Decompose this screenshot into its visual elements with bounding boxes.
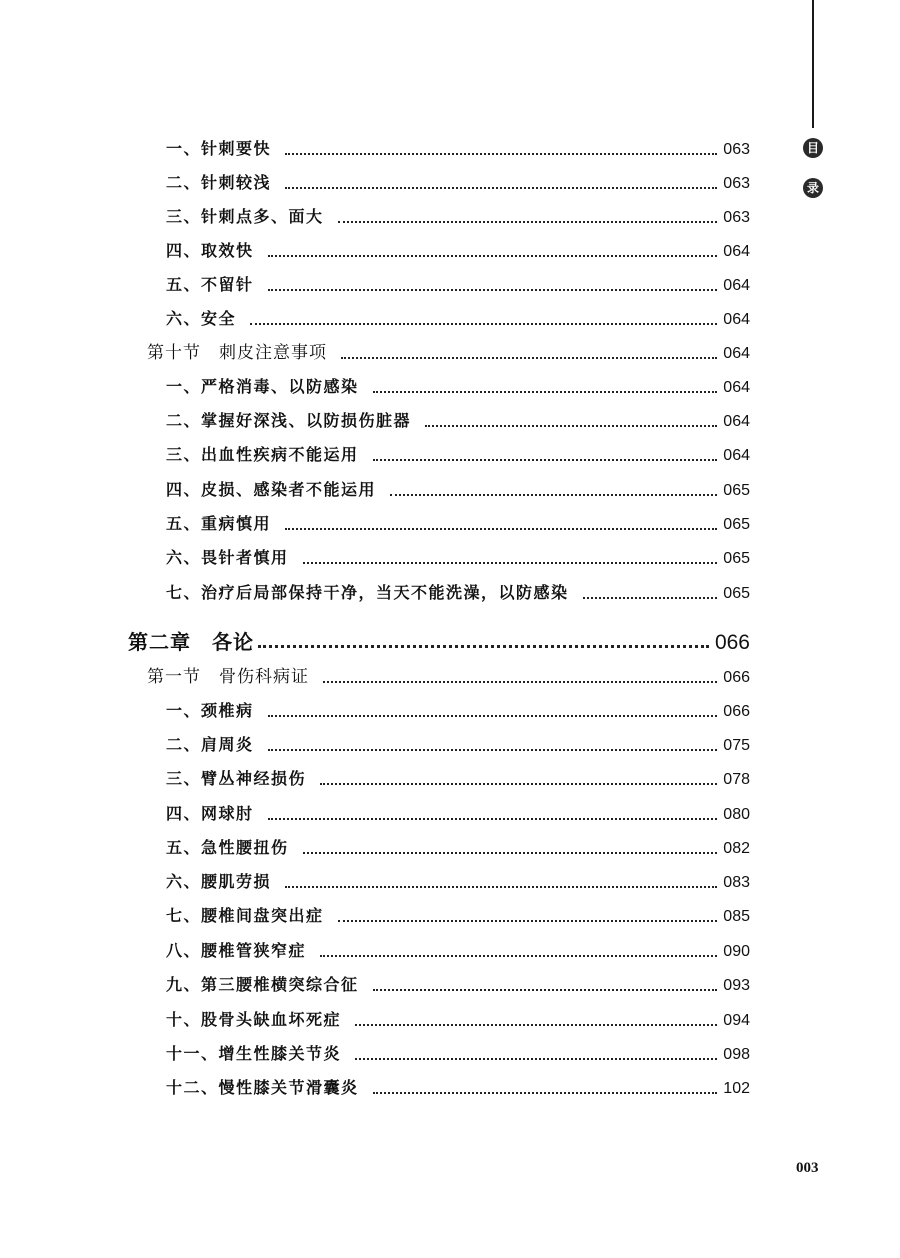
dot-leader [355,1023,717,1026]
toc-entry[interactable] [166,580,750,606]
dot-leader [250,322,717,325]
toc-entry[interactable] [166,306,750,332]
toc-entry-title: 六、安全 [166,309,237,328]
toc-entry-title: 四、皮损、感染者不能运用 [166,480,377,499]
dot-leader [285,885,717,888]
toc-entry-page: 082 [723,840,750,857]
toc-entry[interactable] [166,972,750,998]
toc-entry[interactable] [166,1041,750,1067]
dot-leader [285,527,717,530]
toc-entry-page: 066 [723,669,750,686]
toc-entry[interactable] [166,903,750,929]
toc-entry-title: 三、针刺点多、面大 [166,207,324,226]
dot-leader [258,644,709,648]
toc-entry-page: 066 [723,703,750,720]
toc-entry-page: 098 [723,1046,750,1063]
dot-leader [390,493,717,496]
dot-leader [268,817,718,820]
toc-entry[interactable] [166,766,750,792]
toc-entry-page: 064 [723,277,750,294]
toc-entry-page: 063 [723,209,750,226]
toc-entry-page: 064 [723,345,750,362]
page-number: 003 [796,1160,819,1176]
toc-entry[interactable] [166,801,750,827]
toc-entry-title: 五、不留针 [166,275,254,294]
dot-leader [425,424,717,427]
toc-entry[interactable] [166,1075,750,1101]
toc-section-title: 第一节 骨伤科病证 [147,667,309,687]
toc-entry-title: 一、颈椎病 [166,701,254,720]
margin-rule [812,0,814,128]
toc-entry[interactable] [166,170,750,196]
dot-leader [285,152,717,155]
toc-entry-title: 四、取效快 [166,241,254,260]
toc-entry-title: 九、第三腰椎横突综合征 [166,975,359,994]
dot-leader [338,919,718,922]
toc-entry-page: 093 [723,977,750,994]
toc-entry-title: 一、严格消毒、以防感染 [166,377,359,396]
toc-entry-page: 102 [723,1080,750,1097]
dot-leader [373,988,718,991]
toc-entry[interactable] [166,136,750,162]
dot-leader [303,561,718,564]
side-tab-mark: 录 [803,178,823,198]
toc-entry-title: 八、腰椎管狭窄症 [166,941,307,960]
toc-entry[interactable] [166,272,750,298]
toc-entry-page: 078 [723,771,750,788]
toc-entry-title: 六、腰肌劳损 [166,872,272,891]
toc-entry-page: 075 [723,737,750,754]
toc-entry[interactable] [166,477,750,503]
toc-entry-title: 十一、增生性膝关节炎 [166,1044,342,1063]
toc-entry-title: 十二、慢性膝关节滑囊炎 [166,1078,359,1097]
toc-entry[interactable] [166,698,750,724]
dot-leader [373,458,718,461]
dot-leader [373,390,718,393]
toc-entry-title: 二、肩周炎 [166,735,254,754]
toc-entry-title: 二、针刺较浅 [166,173,272,192]
toc-entry-page: 063 [723,175,750,192]
toc-entry-page: 064 [723,379,750,396]
toc-section[interactable] [147,664,750,690]
toc-entry[interactable] [166,835,750,861]
dot-leader [373,1091,718,1094]
toc-entry-title: 四、网球肘 [166,804,254,823]
dot-leader [355,1057,717,1060]
toc-entry-title: 七、治疗后局部保持干净，当天不能洗澡，以防感染 [166,583,569,602]
dot-leader [341,356,717,359]
dot-leader [323,680,717,683]
toc-entry[interactable] [166,869,750,895]
toc-entry[interactable] [166,732,750,758]
toc-entry[interactable] [166,1007,750,1033]
dot-leader [583,596,718,599]
toc-chapter-title: 第二章 各论 [128,630,254,654]
toc-entry-page: 065 [723,585,750,602]
toc-entry-page: 064 [723,243,750,260]
toc-section[interactable] [147,340,750,366]
toc-entry[interactable] [166,511,750,537]
side-tab-mark: 目 [803,138,823,158]
toc-entry-page: 085 [723,908,750,925]
toc-entry[interactable] [166,545,750,571]
toc-entry-title: 三、臂丛神经损伤 [166,769,307,788]
toc-chapter[interactable] [128,627,750,657]
toc-entry[interactable] [166,204,750,230]
toc-entry-page: 063 [723,141,750,158]
toc-entry-page: 094 [723,1012,750,1029]
toc-entry-page: 064 [723,413,750,430]
toc-entry-title: 二、掌握好深浅、以防损伤脏器 [166,411,412,430]
toc-entry-page: 065 [723,516,750,533]
toc-entry-page: 065 [723,482,750,499]
toc-entry-title: 三、出血性疾病不能运用 [166,445,359,464]
toc-entry-page: 066 [714,631,750,654]
toc-entry-title: 一、针刺要快 [166,139,272,158]
dot-leader [320,782,717,785]
toc-entry[interactable] [166,238,750,264]
toc-entry[interactable] [166,938,750,964]
toc-entry-page: 064 [723,447,750,464]
dot-leader [268,714,718,717]
dot-leader [338,220,718,223]
toc-entry-page: 080 [723,806,750,823]
dot-leader [268,748,718,751]
toc-entry-page: 065 [723,550,750,567]
toc-entry[interactable] [166,374,750,400]
dot-leader [303,851,718,854]
toc-section-title: 第十节 刺皮注意事项 [147,343,327,363]
dot-leader [268,254,718,257]
dot-leader [320,954,717,957]
dot-leader [285,186,717,189]
toc-entry-page: 083 [723,874,750,891]
toc-entry-page: 090 [723,943,750,960]
dot-leader [268,288,718,291]
toc-entry-page: 064 [723,311,750,328]
toc-entry-title: 五、重病慎用 [166,514,272,533]
toc-entry-title: 六、畏针者慎用 [166,548,289,567]
toc-entry[interactable] [166,408,750,434]
toc-entry[interactable] [166,442,750,468]
toc-entry-title: 十、股骨头缺血坏死症 [166,1010,342,1029]
toc-entry-title: 五、急性腰扭伤 [166,838,289,857]
toc-entry-title: 七、腰椎间盘突出症 [166,906,324,925]
